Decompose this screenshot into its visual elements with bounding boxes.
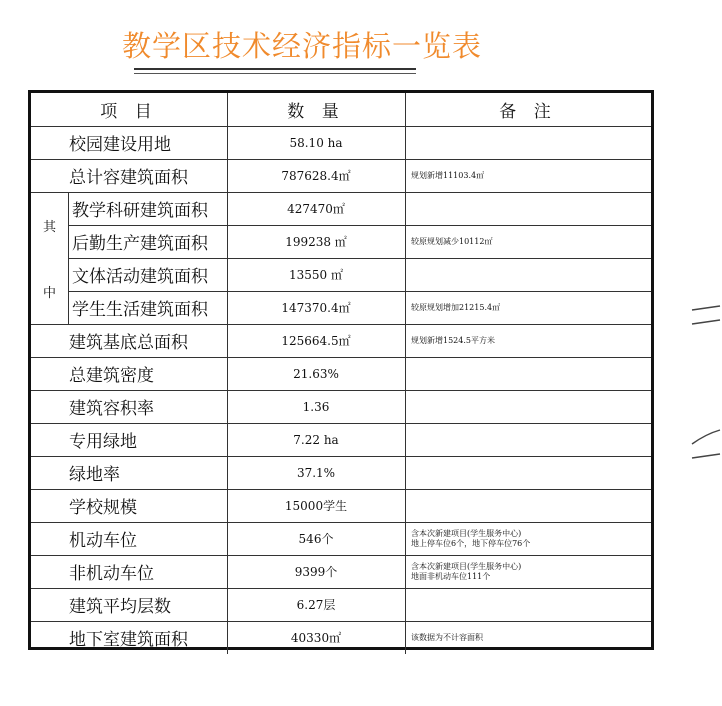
row-remark (405, 258, 651, 291)
row-remark (405, 489, 651, 522)
row-name: 建筑容积率 (69, 399, 154, 419)
row-value: 58.10 ha (289, 135, 343, 150)
row-name: 总建筑密度 (69, 366, 154, 386)
row-remark (405, 423, 651, 456)
page-title: 教学区技术经济指标一览表 (122, 29, 483, 63)
row-value: 40330㎡ (290, 631, 342, 645)
row-name: 总计容建筑面积 (69, 168, 188, 188)
row-remark (405, 357, 651, 390)
side-label-top: 其 (42, 219, 56, 235)
row-name: 建筑平均层数 (69, 597, 171, 617)
row-name: 学校规模 (69, 498, 137, 518)
row-name: 非机动车位 (69, 564, 154, 584)
row-value: 546个 (298, 532, 334, 546)
title-underline-thin (134, 73, 416, 74)
header-quantity: 数 量 (287, 102, 345, 122)
row-remark: 含本次新建项目(学生服务中心) 地上停车位6个，地下停车位76个 (411, 528, 531, 548)
row-value: 125664.5㎡ (281, 334, 351, 348)
row-value: 787628.4㎡ (281, 169, 351, 183)
row-value: 1.36 (302, 399, 330, 414)
row-value: 9399个 (294, 565, 338, 579)
row-name: 机动车位 (69, 531, 137, 551)
row-name: 教学科研建筑面积 (72, 201, 208, 221)
header-remark: 备 注 (499, 102, 557, 122)
pen-stroke-mark (690, 426, 722, 462)
side-label-bottom: 中 (42, 285, 56, 301)
row-remark: 规划新增1524.5平方米 (411, 335, 495, 345)
row-name: 学生生活建筑面积 (72, 300, 208, 320)
row-name: 绿地率 (69, 465, 120, 485)
row-value: 7.22 ha (293, 432, 339, 447)
row-remark (405, 456, 651, 489)
row-remark (405, 588, 651, 621)
row-name: 专用绿地 (69, 432, 137, 452)
row-remark (405, 192, 651, 225)
row-remark: 含本次新建项目(学生服务中心) 地面非机动车位111个 (411, 561, 522, 581)
pen-stroke-mark (690, 300, 722, 330)
row-name: 校园建设用地 (69, 135, 171, 155)
row-name: 地下室建筑面积 (69, 630, 188, 650)
row-value: 427470㎡ (287, 202, 345, 216)
row-name: 文体活动建筑面积 (72, 267, 208, 287)
row-remark (405, 390, 651, 423)
row-value: 147370.4㎡ (281, 301, 351, 315)
row-remark: 该数据为不计容面积 (411, 632, 483, 642)
title-underline (134, 68, 416, 70)
row-value: 6.27层 (296, 598, 336, 612)
row-remark: 较原规划增加21215.4㎡ (411, 302, 501, 312)
row-remark: 规划新增11103.4㎡ (411, 170, 485, 180)
row-value: 15000学生 (284, 499, 348, 513)
header-item: 项 目 (100, 102, 158, 122)
row-remark (405, 126, 651, 159)
row-value: 199238 ㎡ (285, 235, 347, 249)
row-name: 后勤生产建筑面积 (72, 234, 208, 254)
row-value: 37.1% (296, 465, 336, 480)
row-value: 21.63% (293, 366, 339, 381)
row-name: 建筑基底总面积 (69, 333, 188, 353)
row-value: 13550 ㎡ (289, 268, 343, 282)
row-remark: 较原规划减少10112㎡ (411, 236, 493, 246)
